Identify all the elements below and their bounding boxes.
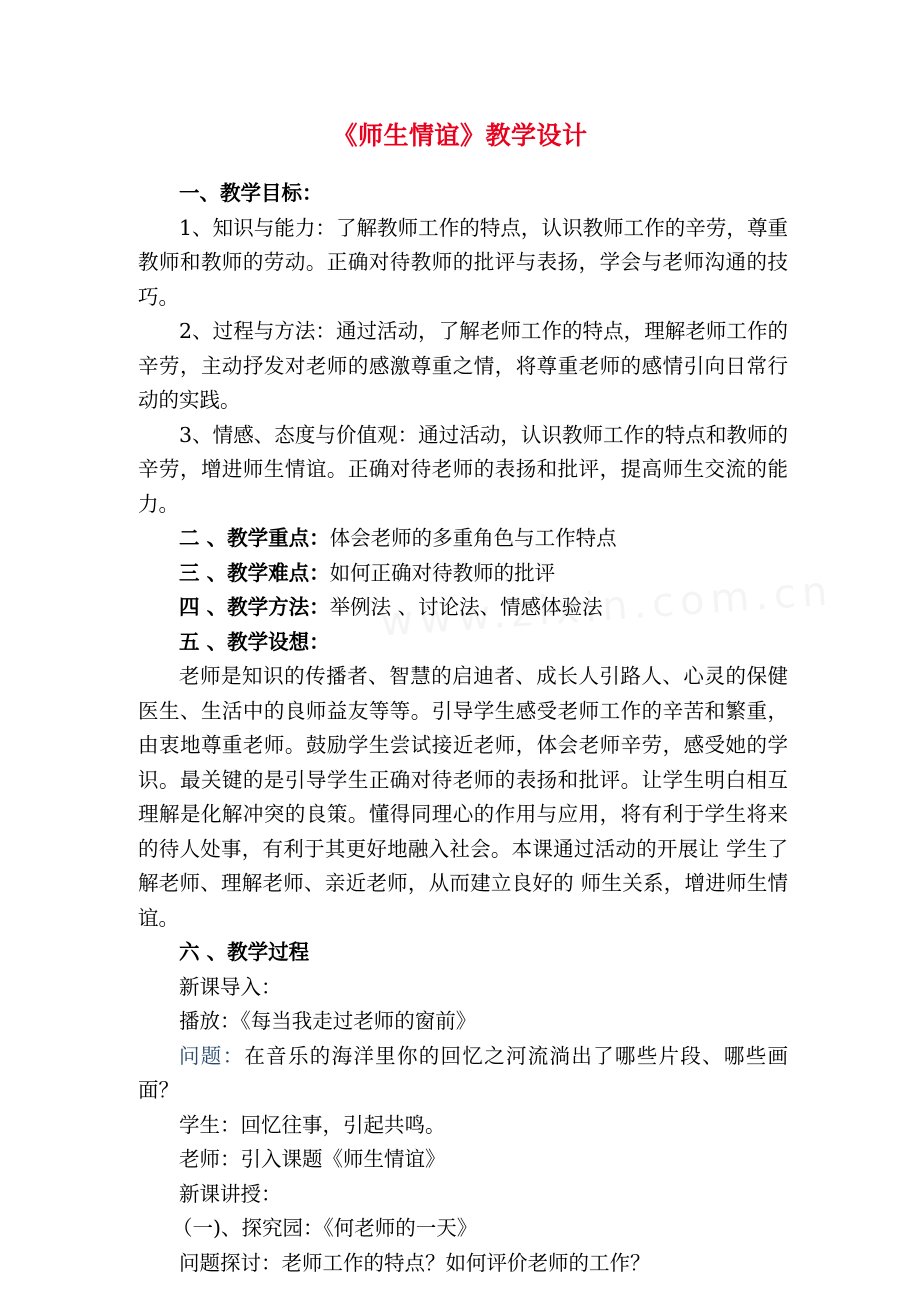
objective-2: 2、过程与方法：通过活动，了解老师工作的特点，理解老师工作的辛劳，主动抒发对老师的感激尊重之情，将尊重老师的感情引向日常行动的实践。	[138, 319, 788, 412]
difficulty-text: 如何正确对待教师的批评	[329, 560, 556, 585]
question-line	[138, 1039, 788, 1108]
key-point	[138, 521, 788, 556]
key-point-text: 体会老师的多重角色与工作特点	[329, 526, 617, 550]
method-text: 举例法 、讨论法、情感体验法	[329, 595, 603, 619]
difficulty-label: 三 、教学难点：	[179, 560, 330, 585]
document-body	[138, 176, 788, 1280]
idea-text: 老师是知识的传播者、智慧的启迪者、成长人引路人、心灵的保健医生、生活中的良师益友等等。引导学生感受老师工作的辛苦和繁重，由衷地尊重老师。鼓励学生尝试接近老师，体会老师辛劳，感受她的学识。最关键的是引导学生正确对待老师的表扬和批评。让学生明白相互理解是化解冲突的良策。懂得同理心的作用与应用，将有利于学生将来的待人处事，有利于其更好地融入社会。本课通过活动的开展让 学生了解老师、理解老师、亲近老师，从而建立良好的 师生关系，增进师生情谊。	[138, 664, 788, 930]
idea-heading: 五 、教学设想：	[179, 629, 330, 654]
intro-label: 新课导入：	[179, 974, 282, 999]
teacher-line: 老师：引入课题《师生情谊》	[179, 1147, 446, 1171]
objectives-heading: 一、教学目标：	[179, 181, 323, 205]
method	[138, 590, 788, 625]
key-point-label: 二 、教学重点：	[179, 526, 330, 550]
process-heading: 六 、教学过程	[179, 940, 310, 964]
lecture-label: 新课讲授：	[179, 1181, 282, 1206]
discussion-line: 问题探讨：老师工作的特点？如何评价老师的工作？	[179, 1250, 651, 1275]
question-label: 问题：	[179, 1043, 245, 1068]
student-line: 学生：回忆往事，引起共鸣。	[179, 1112, 446, 1137]
method-label: 四 、教学方法：	[179, 595, 330, 619]
play-line: 播放：《每当我走过老师的窗前》	[179, 1009, 477, 1033]
explore-line: （一)、探究园：《何老师的一天》	[172, 1216, 478, 1240]
question-text: 在音乐的海洋里你的回忆之河流淌出了哪些片段、哪些画面？	[138, 1043, 789, 1102]
objective-3: 3、情感、态度与价值观：通过活动，认识教师工作的特点和教师的辛劳，增进师生情谊。正确对待老师的表扬和批评，提高师生交流的能力。	[138, 422, 788, 516]
document-title: 《师生情谊》教学设计	[332, 121, 588, 150]
difficulty	[138, 556, 788, 591]
objective-1: 1、知识与能力：了解教师工作的特点，认识教师工作的辛劳，尊重教师和教师的劳动。正确对待教师的批评与表扬，学会与老师沟通的技巧。	[138, 215, 788, 309]
